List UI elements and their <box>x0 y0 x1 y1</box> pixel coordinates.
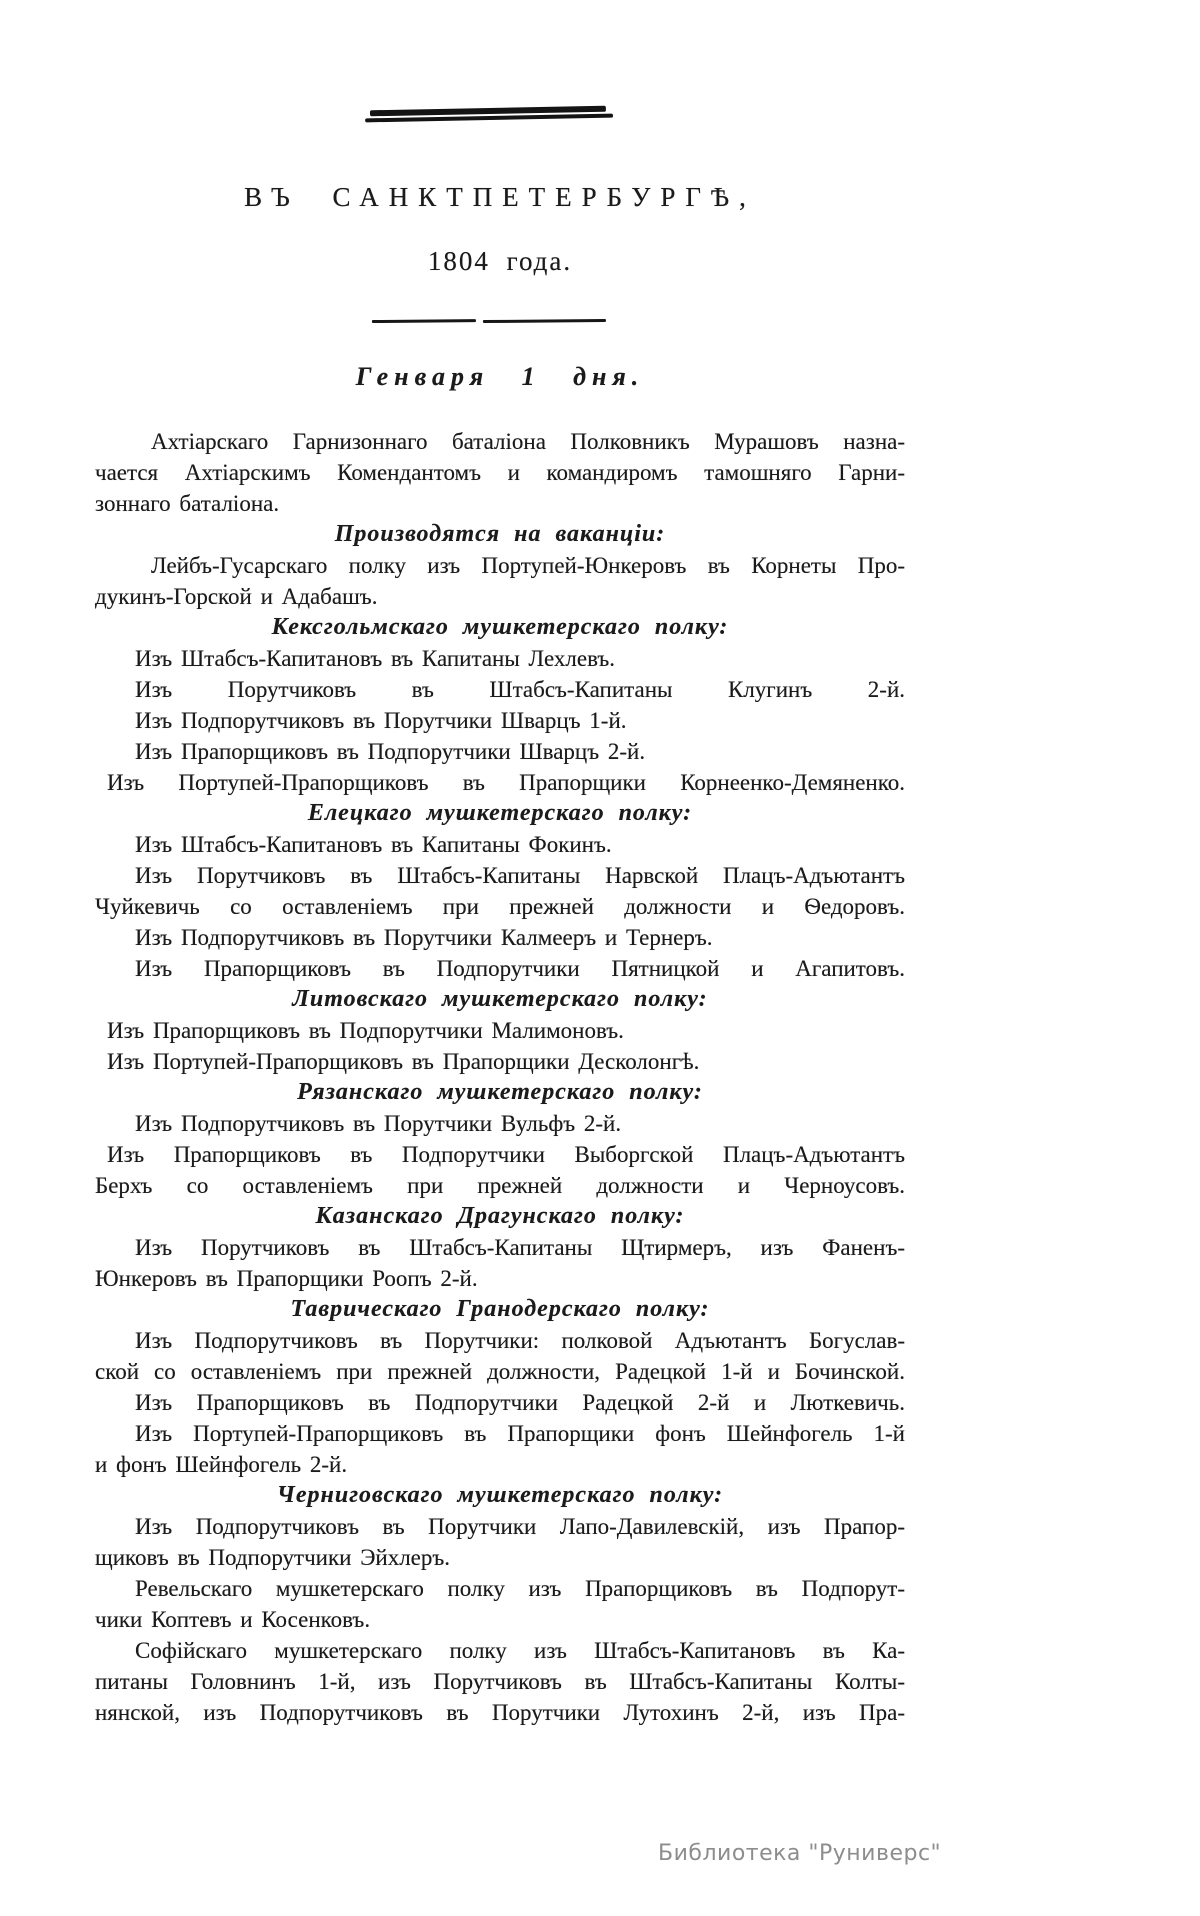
date-heading: Генваря 1 дня. <box>355 362 645 391</box>
text-line: Изъ Подпорутчиковъ въ Порутчики Калмееръ и Тернеръ. <box>135 925 713 950</box>
paragraph <box>95 550 905 612</box>
text-line: ской со оставленіемъ при прежней должности, Радецкой 1-й и Бочинской. <box>95 1359 905 1384</box>
ornament-rule-segment <box>372 319 476 323</box>
regiment-heading: Литовскаго мушкетерскаго полку: <box>292 986 708 1012</box>
promotion-entry <box>95 674 905 705</box>
regiment-heading: Кексгольмскаго мушкетерскаго полку: <box>271 614 729 640</box>
regiment-heading: Таврическаго Гранодерскаго полку: <box>290 1296 710 1322</box>
promotion-entry <box>95 705 905 736</box>
text-line: Изъ Прапорщиковъ въ Подпорутчики Пятницкой и Агапитовъ. <box>135 956 905 981</box>
imprint-city: ВЪ САНКТПЕТЕРБУРГѢ, <box>244 182 756 212</box>
promotion-entry <box>95 1635 905 1728</box>
promotion-entry <box>95 643 905 674</box>
imprint-year: 1804 года. <box>427 246 573 276</box>
text-line: Изъ Подпорутчиковъ въ Порутчики: полковой Адъютантъ Богуслав- <box>135 1328 905 1353</box>
text-line: чается Ахтіарскимъ Комендантомъ и командиромъ тамошняго Гарни- <box>95 460 905 485</box>
promotion-entry <box>95 1418 905 1480</box>
text-line: Изъ Портупей-Прапорщиковъ въ Прапорщики Десколонгѣ. <box>107 1049 700 1074</box>
text-line: Изъ Штабсъ-Капитановъ въ Капитаны Фокинъ. <box>135 832 612 857</box>
text-line: нянской, изъ Подпорутчиковъ въ Порутчики Лутохинъ 2-й, изъ Пра- <box>95 1700 905 1725</box>
promotion-entry <box>95 953 905 984</box>
regiment-heading: Рязанскаго мушкетерскаго полку: <box>297 1079 703 1105</box>
text-line: и фонъ Шейнфогель 2-й. <box>95 1452 348 1477</box>
text-line: Ревельскаго мушкетерскаго полку изъ Прапорщиковъ въ Подпорут- <box>135 1576 905 1601</box>
text-line: Ахтіарскаго Гарнизоннаго баталіона Полковникъ Мурашовъ назна- <box>151 429 905 454</box>
text-line: Изъ Штабсъ-Капитановъ въ Капитаны Лехлевъ. <box>135 646 615 671</box>
text-line: Софійскаго мушкетерскаго полку изъ Штабсъ-Капитановъ въ Ка- <box>135 1638 905 1663</box>
promotion-entry <box>95 922 905 953</box>
promotion-entry <box>95 767 905 798</box>
text-line: питаны Головнинъ 1-й, изъ Порутчиковъ въ Штабсъ-Капитаны Колты- <box>95 1669 905 1694</box>
text-line: Изъ Подпорутчиковъ въ Порутчики Лапо-Давилевскій, изъ Прапор- <box>135 1514 905 1539</box>
text-line: Изъ Порутчиковъ въ Штабсъ-Капитаны Нарвской Плацъ-Адъютантъ <box>135 863 905 888</box>
paragraph <box>95 426 905 519</box>
promotion-entry <box>95 736 905 767</box>
promotion-entry <box>95 1573 905 1635</box>
promotion-entry <box>95 1139 905 1201</box>
text-line: Изъ Портупей-Прапорщиковъ въ Прапорщики Корнеенко-Демяненко. <box>107 770 905 795</box>
text-line: Изъ Прапорщиковъ въ Подпорутчики Шварцъ 2-й. <box>135 739 646 764</box>
section-heading: Производятся на ваканціи: <box>334 521 666 547</box>
promotion-entry <box>95 1232 905 1294</box>
text-line: Лейбъ-Гусарскаго полку изъ Портупей-Юнкеровъ въ Корнеты Про- <box>151 553 905 578</box>
text-line: Чуйкевичь со оставленіемъ при прежней должности и Ѳедоровъ. <box>95 894 905 919</box>
document-body <box>95 426 905 1728</box>
text-line: Изъ Подпорутчиковъ въ Порутчики Шварцъ 1-й. <box>135 708 627 733</box>
text-line: дукинъ-Горской и Адабашъ. <box>95 584 378 609</box>
ornament-rule-top <box>370 106 608 123</box>
regiment-heading: Черниговскаго мушкетерскаго полку: <box>276 1482 724 1508</box>
library-watermark: Библиотека "Руниверс" <box>658 1841 942 1866</box>
text-line: Юнкеровъ въ Прапорщики Роопъ 2-й. <box>95 1266 478 1291</box>
promotion-entry <box>95 860 905 922</box>
text-line: щиковъ въ Подпорутчики Эйхлеръ. <box>95 1545 451 1570</box>
text-line: Берхъ со оставленіемъ при прежней должности и Черноусовъ. <box>95 1173 905 1198</box>
text-line: Изъ Портупей-Прапорщиковъ въ Прапорщики фонъ Шейнфогель 1-й <box>135 1421 905 1446</box>
promotion-entry <box>95 1108 905 1139</box>
promotion-entry <box>95 1015 905 1046</box>
regiment-heading: Елецкаго мушкетерскаго полку: <box>307 800 693 826</box>
text-line: Изъ Порутчиковъ въ Штабсъ-Капитаны Клугинъ 2-й. <box>135 677 905 702</box>
promotion-entry <box>95 1387 905 1418</box>
ornament-rule-divider <box>372 318 608 338</box>
promotion-entry <box>95 1046 905 1077</box>
text-line: Изъ Порутчиковъ въ Штабсъ-Капитаны Щтирмеръ, изъ Фаненъ- <box>135 1235 905 1260</box>
text-line: Изъ Прапорщиковъ въ Подпорутчики Выборгской Плацъ-Адъютантъ <box>107 1142 905 1167</box>
promotion-entry <box>95 829 905 860</box>
text-line: зоннаго баталіона. <box>95 491 280 516</box>
text-line: Изъ Прапорщиковъ въ Подпорутчики Малимоновъ. <box>107 1018 624 1043</box>
ornament-rule-segment <box>483 319 606 323</box>
promotion-entry <box>95 1325 905 1387</box>
text-line: Изъ Подпорутчиковъ въ Порутчики Вульфъ 2-й. <box>135 1111 622 1136</box>
text-line: чики Коптевъ и Косенковъ. <box>95 1607 371 1632</box>
regiment-heading: Казанскаго Драгунскаго полку: <box>315 1203 685 1229</box>
text-line: Изъ Прапорщиковъ въ Подпорутчики Радецкой 2-й и Люткевичь. <box>135 1390 905 1415</box>
promotion-entry <box>95 1511 905 1573</box>
